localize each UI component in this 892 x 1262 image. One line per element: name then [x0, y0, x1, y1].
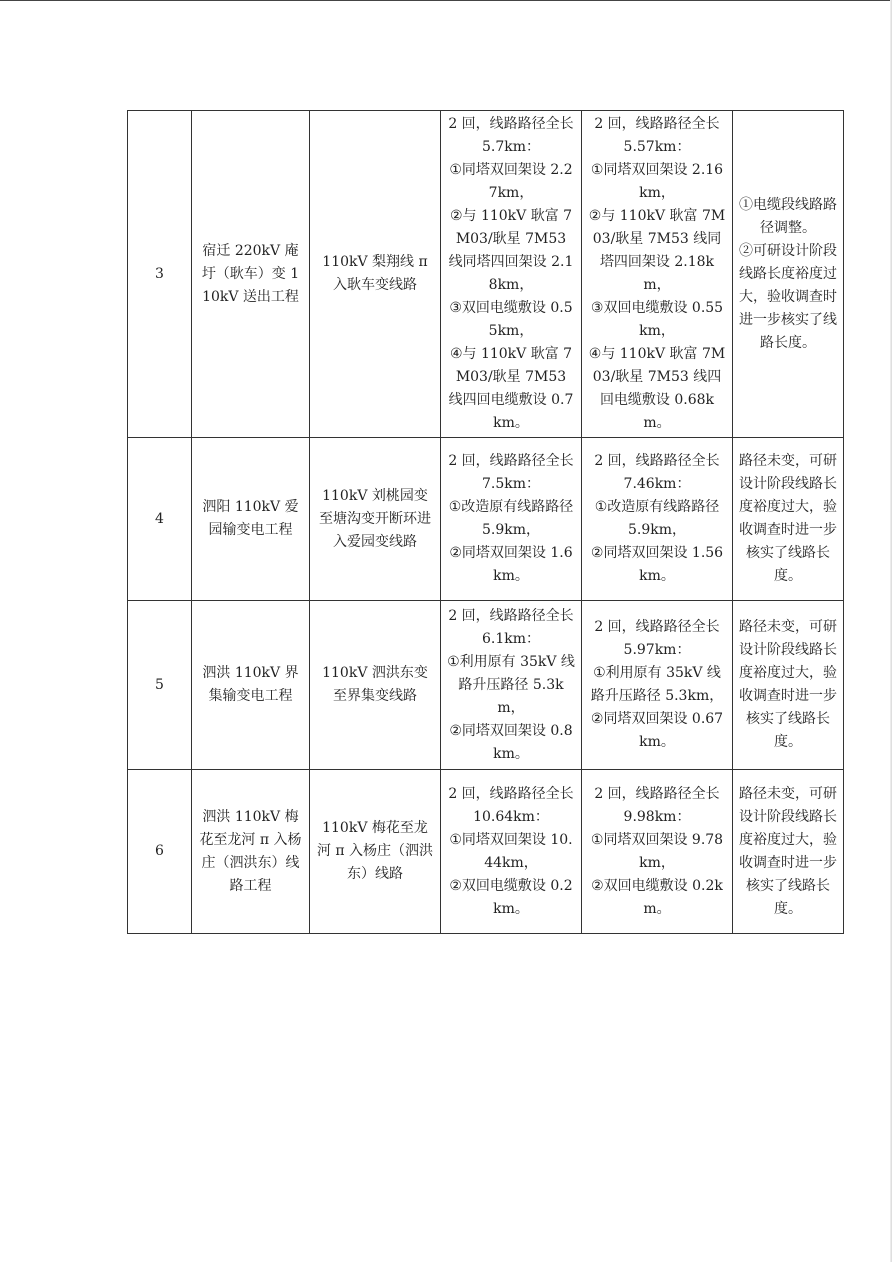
change-note: 路径未变，可研设计阶段线路长度裕度过大，验收调查时进一步核实了线路长度。 — [733, 601, 844, 770]
project-name: 泗洪 110kV 梅花至龙河 π 入杨庄（泗洪东）线路工程 — [192, 770, 310, 934]
line-name: 110kV 梅花至龙河 π 入杨庄（泗洪东）线路 — [310, 770, 441, 934]
project-name: 泗阳 110kV 爱园输变电工程 — [192, 438, 310, 601]
project-name: 宿迁 220kV 庵圩（耿车）变 110kV 送出工程 — [192, 111, 310, 438]
design-route: 2 回，线路路径全长 10.64km： ①同塔双回架设 10.44km， ②双回电缆敷设 0.2km。 — [441, 770, 582, 934]
line-name: 110kV 梨翔线 π 入耿车变线路 — [310, 111, 441, 438]
design-route: 2 回，线路路径全长 6.1km： ①利用原有 35kV 线路升压路径 5.3km， ②同塔双回架设 0.8km。 — [441, 601, 582, 770]
actual-route: 2 回，线路路径全长 9.98km： ①同塔双回架设 9.78km， ②双回电缆敷设 0.2km。 — [582, 770, 733, 934]
row-number: 6 — [128, 770, 192, 934]
project-comparison-table — [127, 110, 844, 934]
row-number: 4 — [128, 438, 192, 601]
design-route: 2 回，线路路径全长 5.7km： ①同塔双回架设 2.27km， ②与 110kV 耿富 7M03/耿星 7M53 线同塔四回架设 2.18km， ③双回电缆敷设 0.55km， ④与 110kV 耿富 7M03/耿星 7M53 线四回电缆敷设 0.7km。 — [441, 111, 582, 438]
actual-route: 2 回，线路路径全长 5.97km： ①利用原有 35kV 线路升压路径 5.3km， ②同塔双回架设 0.67km。 — [582, 601, 733, 770]
table-row — [128, 438, 844, 601]
actual-route: 2 回，线路路径全长 7.46km： ①改造原有线路路径 5.9km， ②同塔双回架设 1.56km。 — [582, 438, 733, 601]
table-row — [128, 601, 844, 770]
table-row — [128, 770, 844, 934]
actual-route: 2 回，线路路径全长 5.57km： ①同塔双回架设 2.16km， ②与 110kV 耿富 7M03/耿星 7M53 线同塔四回架设 2.18km， ③双回电缆敷设 0.55km， ④与 110kV 耿富 7M03/耿星 7M53 线四回电缆敷设 0.68km。 — [582, 111, 733, 438]
change-note: 路径未变，可研设计阶段线路长度裕度过大，验收调查时进一步核实了线路长度。 — [733, 770, 844, 934]
change-note: 路径未变，可研设计阶段线路长度裕度过大，验收调查时进一步核实了线路长度。 — [733, 438, 844, 601]
line-name: 110kV 刘桃园变至塘沟变开断环进入爱园变线路 — [310, 438, 441, 601]
row-number: 3 — [128, 111, 192, 438]
design-route: 2 回，线路路径全长 7.5km： ①改造原有线路路径 5.9km， ②同塔双回架设 1.6km。 — [441, 438, 582, 601]
project-name: 泗洪 110kV 界集输变电工程 — [192, 601, 310, 770]
table-row — [128, 111, 844, 438]
row-number: 5 — [128, 601, 192, 770]
line-name: 110kV 泗洪东变至界集变线路 — [310, 601, 441, 770]
page-top-border — [0, 0, 892, 1]
change-note: ①电缆段线路路径调整。 ②可研设计阶段线路长度裕度过大，验收调查时进一步核实了线路长度。 — [733, 111, 844, 438]
